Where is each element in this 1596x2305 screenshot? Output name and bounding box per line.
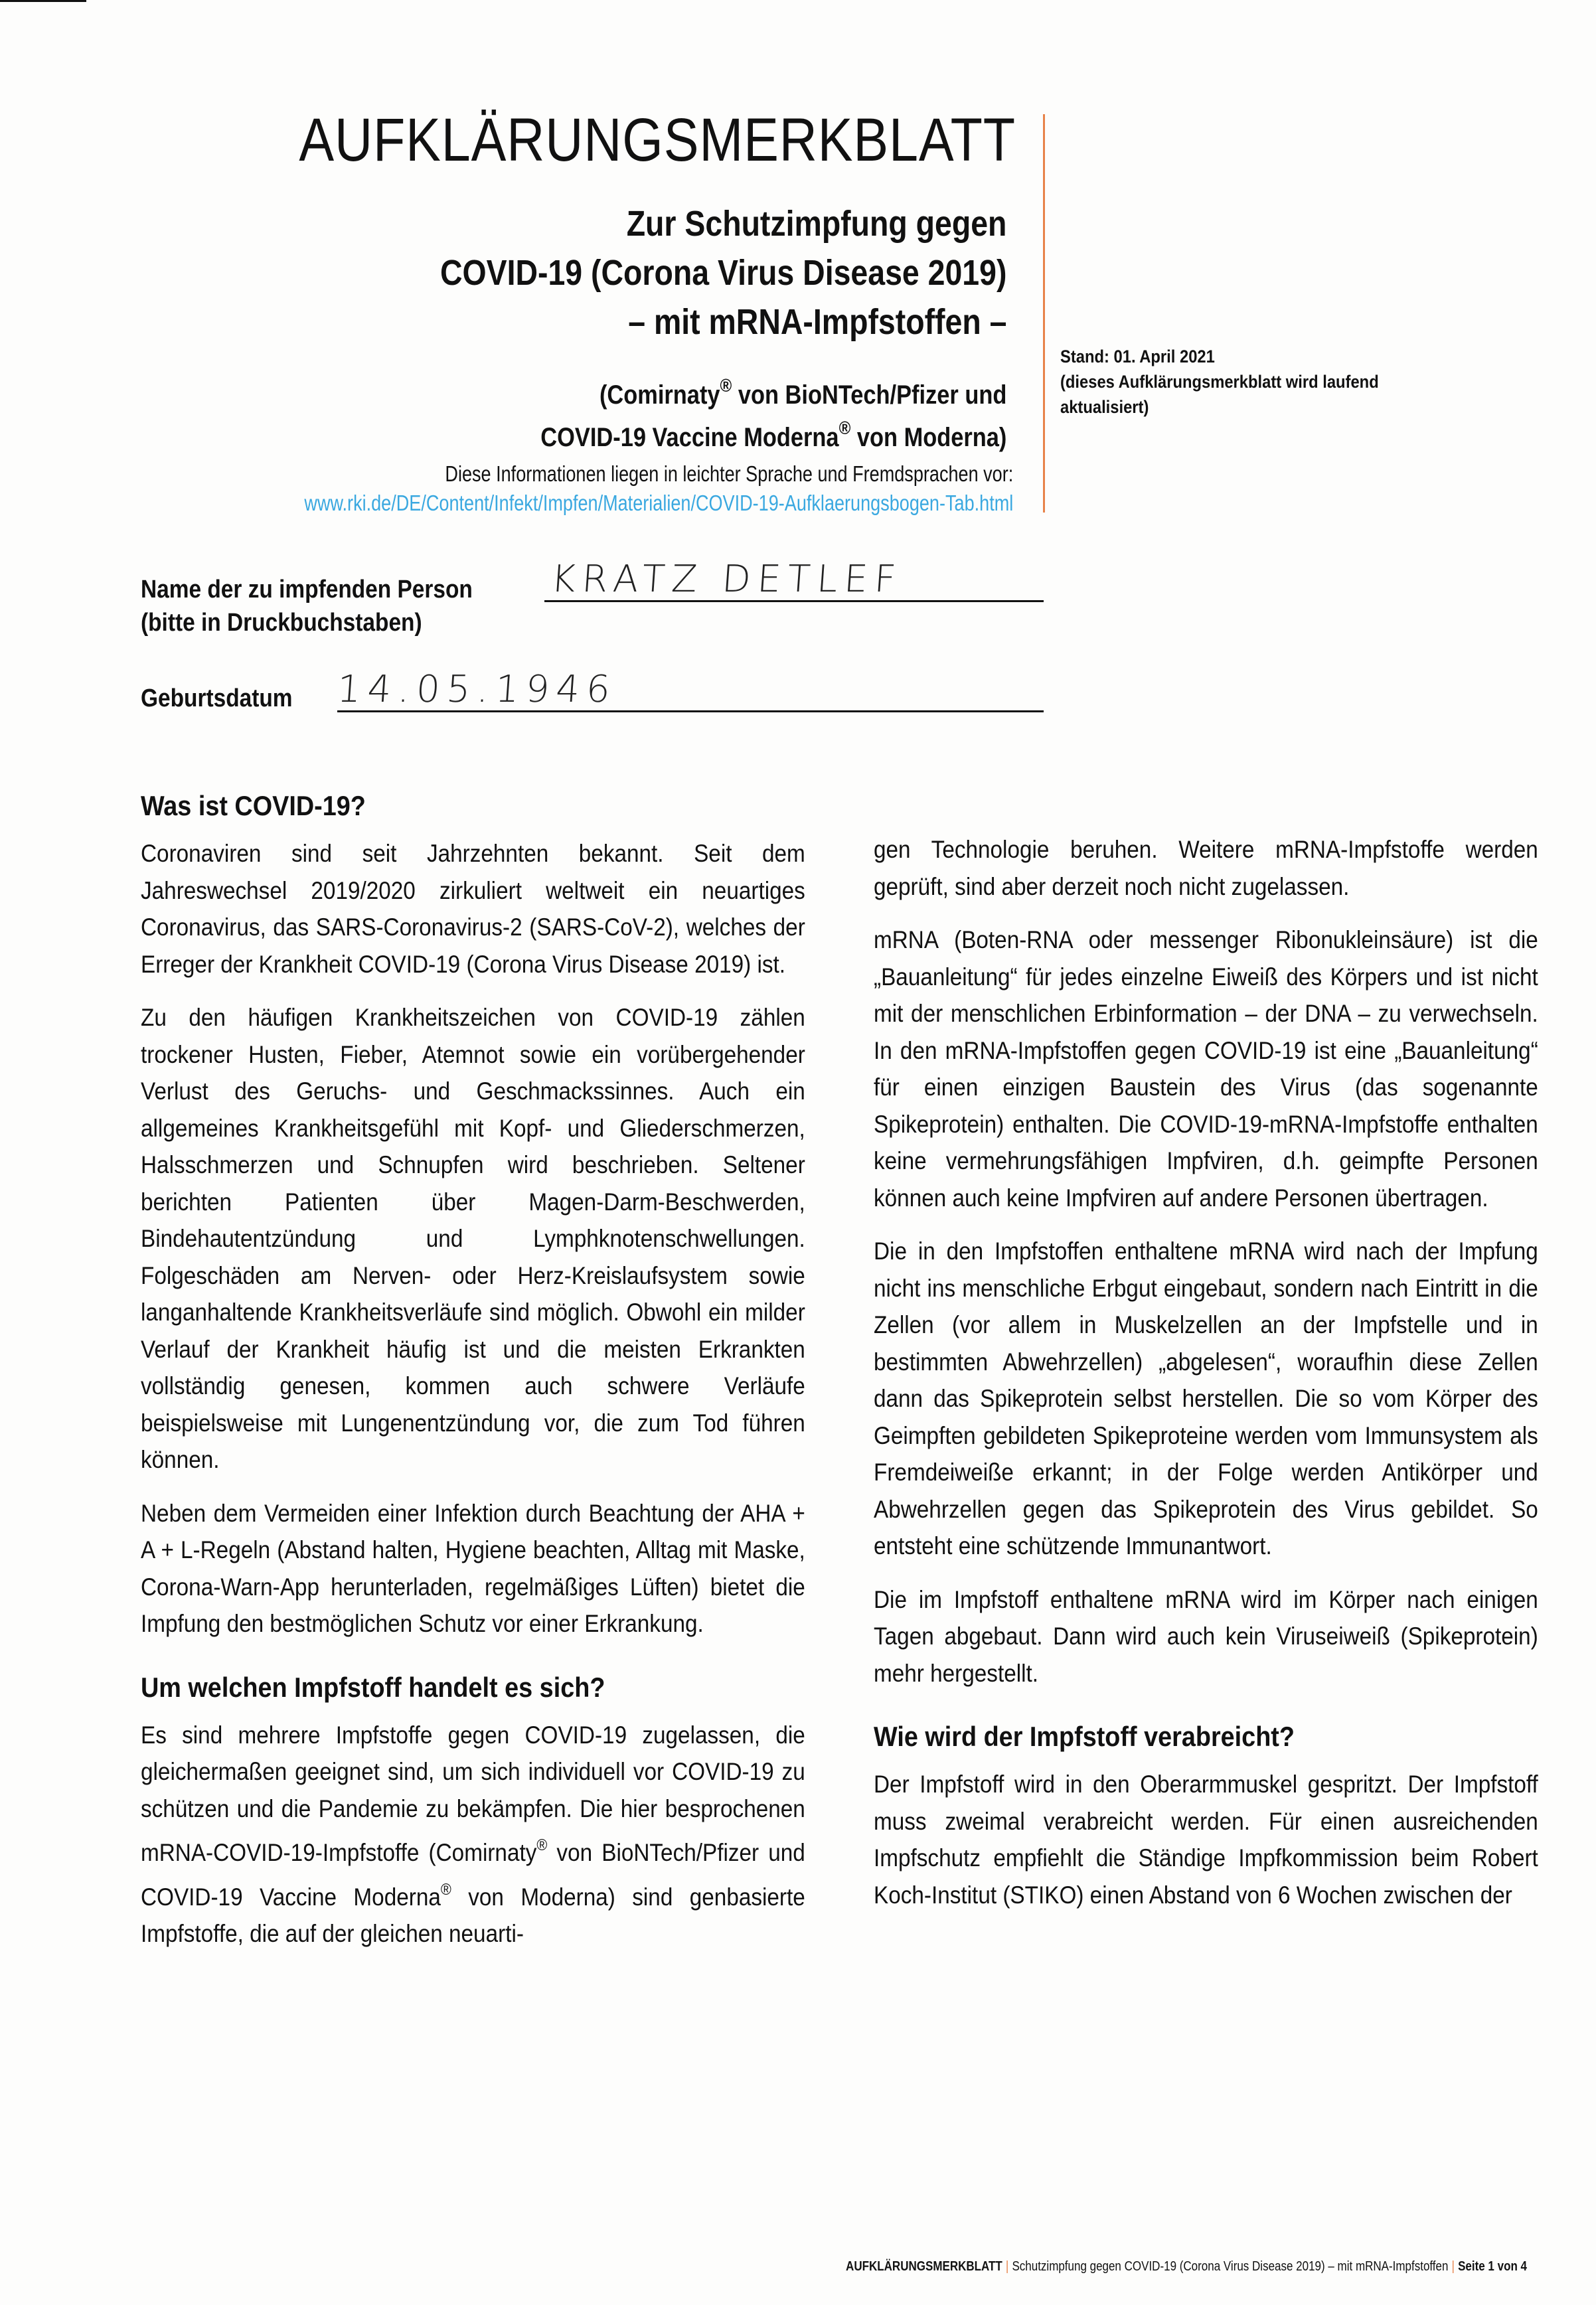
version-date: Stand: 01. April 2021 — [1060, 347, 1215, 366]
name-label: Name der zu impfenden Person — [141, 576, 473, 603]
dob-label: Geburtsdatum — [141, 684, 293, 712]
orange-divider — [1043, 114, 1045, 513]
footer-page-number: Seite 1 von 4 — [1458, 2259, 1527, 2274]
registered-mark: ® — [536, 1836, 548, 1854]
vaccine-paragraph-4: Die im Impfstoff enthaltene mRNA wird im Körper nach einigen Tagen abgebaut. Dann wird auch kein Viruseiweiß (Spikeprotein) mehr hergestellt. — [874, 1585, 1538, 1687]
registered-mark: ® — [838, 418, 850, 438]
version-note — [1060, 344, 1379, 420]
vaccine-paragraph-2: mRNA (Boten-RNA oder messenger Ribonukleinsäure) ist die „Bauanleitung“ für jedes einzelne Eiweiß des Körpers und ist nicht mit der menschlichen Erbinformation – der DNA – zu verwechseln. In den mRNA-Impfstoffen gegen COVID-19 ist eine „Bauanleitung“ für einen einzigen Baustein des Virus (das sogenannte Spikeprotein) enthalten. Die COVID-19-mRNA-Impfstoffe enthalten keine vermehrungsfähigen Impfviren, d.h. geimpfte Personen können auch keine Impfviren auf andere Personen übertragen. — [874, 926, 1538, 1212]
document-subtitle — [440, 199, 1006, 347]
footer-separator: | — [1005, 2259, 1009, 2274]
dob-field[interactable]: 14.05.1946 — [335, 668, 618, 711]
vaccine-paragraph-1-continued: gen Technologie beruhen. Weitere mRNA-Impfstoffe werden geprüft, sind aber derzeit noch nicht zugelassen. — [874, 836, 1538, 900]
footer-separator: | — [1451, 2259, 1455, 2274]
vendor-comirnaty: (Comirnaty — [599, 380, 720, 410]
covid-paragraph-1: Coronaviren sind seit Jahrzehnten bekannt. Seit dem Jahreswechsel 2019/2020 zirkuliert weltweit ein neuartiges Coronavirus, das SARS-Coronavirus-2 (SARS-CoV-2), welches der Erreger der Krankheit COVID-19 (Corona Virus Disease 2019) ist. — [141, 840, 805, 978]
vendor-moderna: von Moderna) — [850, 423, 1006, 452]
registered-mark: ® — [720, 375, 732, 396]
left-column — [141, 787, 805, 1969]
language-info — [304, 459, 1013, 518]
covid-paragraph-3: Neben dem Vermeiden einer Infektion durch Beachtung der AHA + A + L-Regeln (Abstand halten, Hygiene beachten, Alltag mit Maske, Corona-Warn-App herunterladen, regelmäßiges Lüften) bietet die Impfung den bestmöglichen Schutz vor einer Erkrankung. — [141, 1499, 805, 1637]
subtitle-line-2: COVID-19 (Corona Virus Disease 2019) — [439, 253, 1006, 293]
footer-doc-title: AUFKLÄRUNGSMERKBLATT — [846, 2259, 1002, 2274]
language-info-text: Diese Informationen liegen in leichter Sprache und Fremdsprachen vor: — [445, 461, 1013, 486]
covid-paragraph-2: Zu den häufigen Krankheitszeichen von COVID-19 zählen trockener Husten, Fieber, Atemnot sowie ein vorübergehender Verlust des Geruchs- und Geschmackssinnes. Auch ein allgemeines Krankheitsgefühl mit Kopf- und Gliederschmerzen, Halsschmerzen und Schnupfen wird beschrieben. Seltener berichten Patienten über Magen-Darm-Beschwerden, Bindehautentzündung und Lymphknotenschwellungen. Folgeschäden am Nerven- oder Herz-Kreislaufsystem sowie langanhaltende Krankheitsverläufe sind möglich. Obwohl ein milder Verlauf der Krankheit häufig ist und die meisten Erkrankten vollständig genesen, kommen auch schwere Verläufe beispielsweise mit Lungenentzündung vor, die zum Tod führen können. — [141, 1004, 805, 1473]
administration-paragraph-1: Der Impfstoff wird in den Oberarmmuskel gespritzt. Der Impfstoff muss zweimal verabreicht werden. Für einen ausreichenden Impfschutz empfiehlt die Ständige Impfkommission beim Robert Koch-Institut (STIKO) einen Abstand von 6 Wochen zwischen der — [874, 1771, 1538, 1909]
name-field[interactable]: KRATZ DETLEF — [549, 558, 904, 601]
vendor-biontech: von BioNTech/Pfizer und — [731, 380, 1006, 410]
right-column — [874, 831, 1538, 1930]
vaccine-paragraph-1: Es sind mehrere Impfstoffe gegen COVID-19 zugelassen, die gleichermaßen geeignet sind, um sich individuell vor COVID-19 zu schützen und die Pandemie zu bekämpfen. Die hier besprochenen mRNA-COVID-19-Impfstoffe (Comirnaty® von BioNTech/Pfizer und COVID-19 Vaccine Moderna® von Moderna) sind genbasierte Impfstoffe, die auf der gleichen neuarti- — [141, 1721, 805, 1947]
rki-link[interactable]: www.rki.de/DE/Content/Infekt/Impfen/Materialien/COVID-19-Aufklaerungsbogen-Tab.html — [304, 491, 1013, 515]
section-heading-vaccine: Um welchen Impfstoff handelt es sich? — [141, 1671, 605, 1703]
vaccine-paragraph-3: Die in den Impfstoffen enthaltene mRNA wird nach der Impfung nicht ins menschliche Erbgut eingebaut, sondern nach Eintritt in die Zellen (vor allem in Muskelzellen an der Impfstelle und in bestimmten Abwehrzellen) „abgelesen“, woraufhin diese Zellen dann das Spikeprotein selbst herstellen. Die so vom Körper des Geimpften gebildeten Spikeproteine werden vom Immunsystem als Fremdeiweiße erkannt; in der Folge werden Antikörper und Abwehrzellen gegen das Spikeprotein des Virus gebildet. So entsteht eine schützende Immunantwort. — [874, 1237, 1538, 1559]
registered-mark: ® — [440, 1880, 451, 1899]
subtitle-line-1: Zur Schutzimpfung gegen — [626, 204, 1006, 244]
scan-edge-mark — [0, 0, 86, 2]
section-heading-administration: Wie wird der Impfstoff verabreicht? — [874, 1721, 1295, 1752]
version-note-line-1: (dieses Aufklärungsmerkblatt wird laufend — [1060, 372, 1379, 392]
vaccine-vendors — [540, 369, 1006, 454]
document-title: AUFKLÄRUNGSMERKBLATT — [299, 106, 1016, 174]
subtitle-line-3: – mit mRNA-Impfstoffen – — [627, 302, 1006, 342]
section-heading-covid: Was ist COVID-19? — [141, 790, 366, 821]
vendor-moderna-vaccine: COVID-19 Vaccine Moderna — [540, 423, 839, 452]
footer-topic: Schutzimpfung gegen COVID-19 (Corona Virus Disease 2019) – mit mRNA-Impfstoffen — [1012, 2259, 1449, 2274]
page-footer — [846, 2259, 1527, 2274]
name-hint: (bitte in Druckbuchstaben) — [141, 609, 422, 637]
version-note-line-2: aktualisiert) — [1060, 397, 1149, 417]
